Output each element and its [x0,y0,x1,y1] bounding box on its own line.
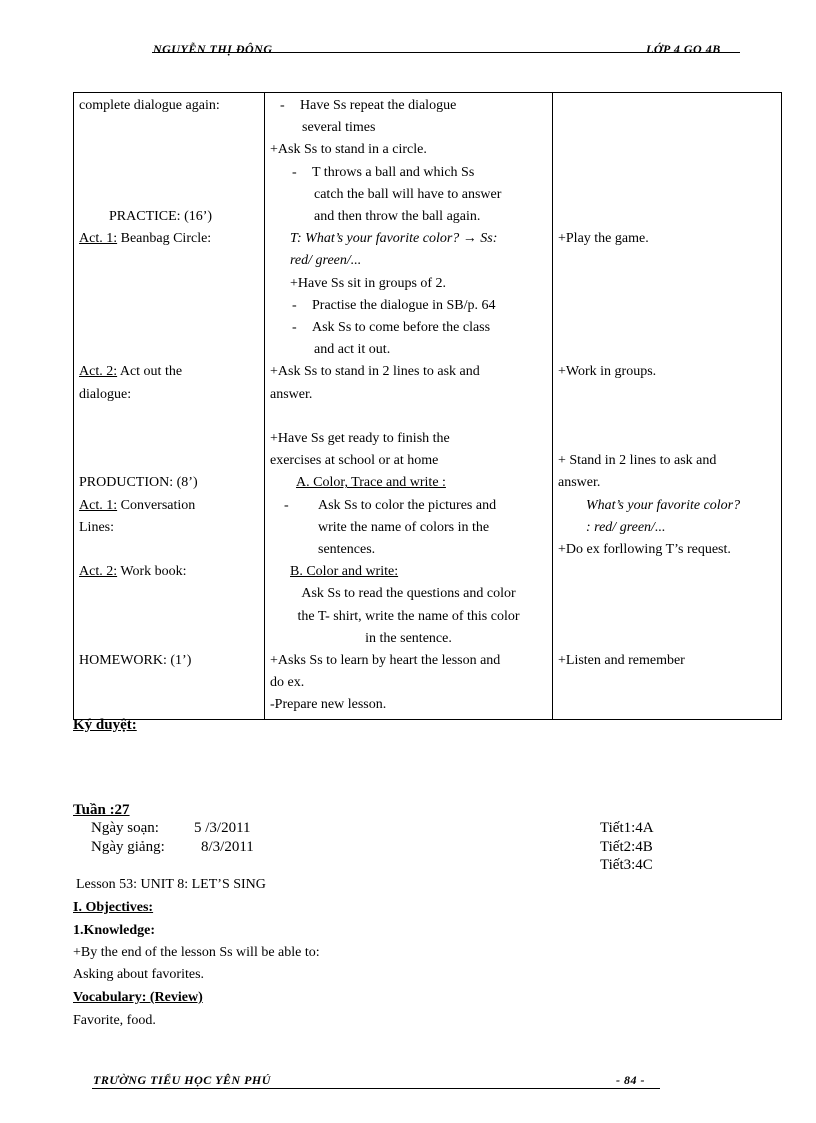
knowledge-text: +By the end of the lesson Ss will be able to: [73,945,320,960]
activity-line: Ask Ss to come before the class [312,320,491,336]
activity-line: and act it out. [314,342,391,358]
activity-line: Practise the dialogue in SB/p. 64 [312,297,496,313]
activity-line: sentences. [318,542,376,558]
stage-act [79,495,259,517]
act-text: Work book: [117,564,187,580]
vocabulary-heading: Vocabulary: (Review) [73,990,203,1005]
activity-line: catch the ball will have to answer [314,186,502,202]
activity-heading: A. Color, Trace and write : [296,475,446,491]
activity-line: the T- shirt, write the name of this color [297,608,520,624]
activity-line: +Have Ss sit in groups of 2. [290,275,447,291]
teach-date-label: Ngày giảng: [91,839,165,855]
student-line: +Play the game. [558,231,649,247]
student-line: +Work in groups. [558,364,657,380]
lesson-title: Lesson 53: UNIT 8: LET’S SING [76,877,266,892]
activity-line: Ask Ss to color the pictures and [318,497,497,513]
stage-column [74,93,265,720]
objectives-heading: I. Objectives: [73,900,154,915]
footer-page-number: - 84 - [616,1073,645,1087]
stage-production: PRODUCTION: (8’) [79,475,198,491]
stage-act [79,361,259,383]
act-text: Conversation [117,497,196,513]
prep-date: 5 /3/2011 [194,820,251,836]
week-heading: Tuần :27 [73,802,130,818]
approval-heading: Ký duyệt: [73,717,137,733]
activity-line: +Asks Ss to learn by heart the lesson and [270,653,501,669]
activity-line: Ask Ss to read the questions and color [301,586,516,602]
stage-act [79,561,259,583]
student-line: + Stand in 2 lines to ask and [558,453,717,469]
act-label: Act. 1: [79,231,118,247]
stage-homework: HOMEWORK: (1’) [79,653,192,669]
student-activities-column [553,93,782,720]
stage-text: complete dialogue again: [79,98,220,113]
activity-line: exercises at school or at home [270,453,439,469]
footer-school: TRƯỜNG TIỂU HỌC YÊN PHÚ [93,1073,271,1087]
stage-act [79,228,259,250]
knowledge-heading: 1.Knowledge: [73,923,156,938]
act-label: Act. 1: [79,497,118,513]
activity-line: write the name of colors in the [318,519,490,535]
activity-line: several times [302,120,376,136]
activity-line: -Prepare new lesson. [270,697,387,713]
activity-heading: B. Color and write: [290,564,399,580]
student-line: What’s your favorite color? [586,497,741,513]
footer-rule [92,1088,660,1089]
activity-line: +Ask Ss to stand in a circle. [270,142,427,158]
knowledge-text: Asking about favorites. [73,967,205,982]
period-4b: Tiết2:4B [600,839,653,855]
teacher-activities-column: - Have Ss repeat the dialogue several times +Ask Ss to stand in a circle. - T throws a ball and which Ss catch the ball will have to answer and then throw the ball again. T: What’s your favorite color? → Ss: red/ green/... +Have Ss sit in groups of 2. - Practise the dialogue in SB/p. 64 - Ask Ss to come before the class and act it out. +Ask Ss to stand in 2 lines to ask and answer. +Have Ss get ready to finish the exercises at school or at home A. Color, Trace and write : - Ask Ss to color the pictures and write the name of colors in the sentences. B. Color and write: Ask Ss to read the questions and color the T- shirt, write the name of this color in the sentence. +Asks Ss to learn by heart the lesson and do ex. -Prepare new lesson. [265,93,553,720]
activity-line: do ex. [270,675,305,691]
stage-text: Lines: [79,519,114,535]
act-text: Beanbag Circle: [117,231,212,247]
header-rule [152,52,740,53]
activity-line: T: What’s your favorite color? → Ss: [290,231,498,247]
activity-line: +Have Ss get ready to finish the [270,431,450,447]
activity-line: red/ green/... [290,253,362,269]
student-line: answer. [558,475,601,491]
table-row [74,93,782,720]
activity-line: Have Ss repeat the dialogue [300,98,457,113]
period-4a: Tiết1:4A [600,820,654,836]
activity-line: in the sentence. [365,630,452,646]
student-line: +Do ex forllowing T’s request. [558,542,731,558]
student-line: +Listen and remember [558,653,685,669]
activity-line: +Ask Ss to stand in 2 lines to ask and [270,364,480,380]
student-line: : red/ green/... [586,519,666,535]
teach-date: 8/3/2011 [201,839,254,855]
stage-practice: PRACTICE: (16’) [109,209,213,225]
activity-line: answer. [270,386,313,402]
header-author: NGUYỄN THỊ ĐÔNG [153,42,273,56]
header-class: LỚP 4 GO 4B [646,42,721,56]
act-label: Act. 2: [79,364,118,380]
lesson-plan-table [73,92,782,720]
act-label: Act. 2: [79,564,118,580]
activity-line: T throws a ball and which Ss [312,164,475,180]
prep-date-label: Ngày soạn: [91,820,159,836]
vocabulary-text: Favorite, food. [73,1013,156,1028]
act-text: Act out the [117,364,183,380]
activity-line: and then throw the ball again. [314,209,481,225]
stage-text: dialogue: [79,386,132,402]
period-4c: Tiết3:4C [600,857,653,873]
